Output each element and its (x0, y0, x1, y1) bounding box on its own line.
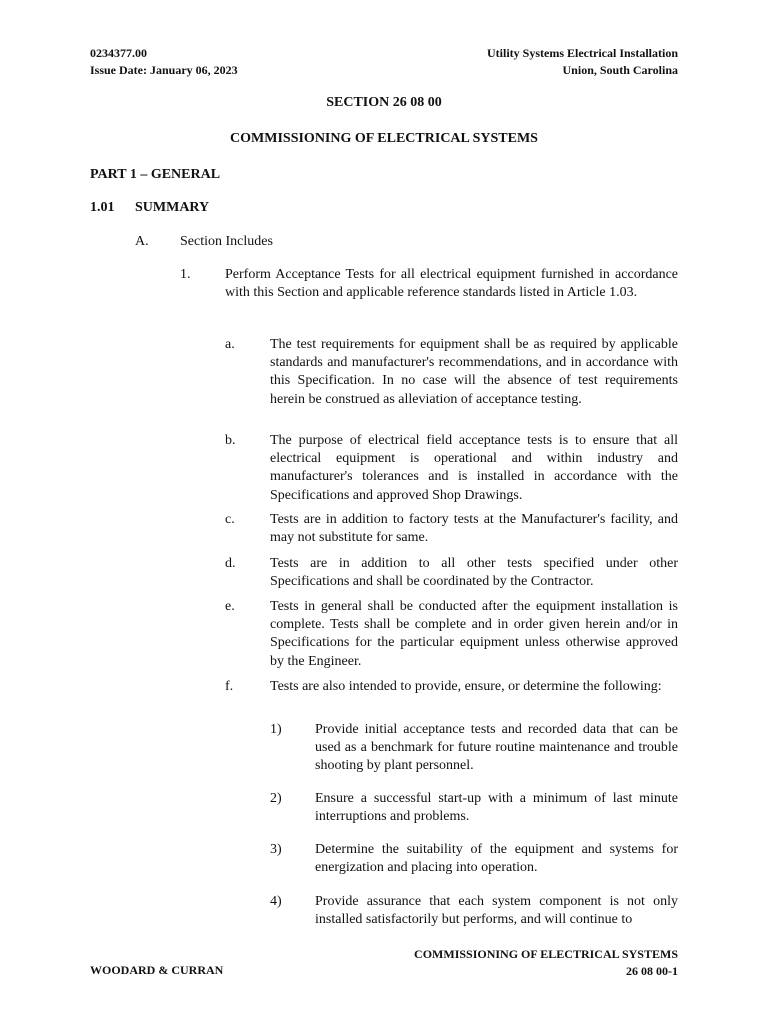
list-item-text: Perform Acceptance Tests for all electrical equipment furnished in accordance with this Section and applicable reference standards listed in Article 1.03. (225, 267, 678, 301)
list-item (225, 511, 678, 547)
paragraph-label: A. (135, 234, 149, 249)
list-item-text: The test requirements for equipment shall be as required by applicable standards and manufacturer's recommendations, and in accordance with this Specification. In no case will the absence of test requirements herein be construed as alleviation of acceptance testing. (270, 337, 678, 407)
project-title: Utility Systems Electrical Installation (487, 46, 678, 60)
list-item-label: a. (225, 337, 235, 352)
list-item (270, 893, 678, 929)
header-right (487, 45, 678, 79)
list-item-label: b. (225, 433, 236, 448)
project-location: Union, South Carolina (562, 63, 678, 77)
list-item (225, 336, 678, 409)
list-item (225, 432, 678, 505)
article-title: SUMMARY (135, 200, 210, 215)
article-heading (90, 200, 209, 216)
list-item-label: d. (225, 556, 236, 571)
section-title: COMMISSIONING OF ELECTRICAL SYSTEMS (230, 131, 538, 146)
list-item (225, 678, 678, 696)
list-item (270, 841, 678, 877)
footer-company: WOODARD & CURRAN (90, 963, 224, 977)
paragraph-text: Section Includes (180, 234, 273, 249)
list-item-label: 3) (270, 842, 282, 857)
list-item-text: Determine the suitability of the equipment and systems for energization and placing into operation. (315, 842, 678, 876)
list-item (225, 598, 678, 671)
list-item-label: f. (225, 679, 234, 694)
footer-section-title: COMMISSIONING OF ELECTRICAL SYSTEMS (414, 947, 678, 961)
paragraph-a (135, 233, 678, 251)
list-item-text: Tests are in addition to factory tests at the Manufacturer's facility, and may not substitute for same. (270, 512, 678, 546)
list-item-text: Tests in general shall be conducted after the equipment installation is complete. Tests shall be complete and in order given herein and/or in Specifications for the particular equipment unless otherwise approved by the Engineer. (270, 599, 678, 669)
section-number: SECTION 26 08 00 (326, 95, 442, 110)
page-number: 26 08 00-1 (626, 964, 678, 978)
header-left (90, 45, 238, 79)
list-item (270, 721, 678, 776)
project-number: 0234377.00 (90, 46, 147, 60)
list-item (270, 790, 678, 826)
list-item-text: The purpose of electrical field acceptance tests is to ensure that all electrical equipment is operational and within industry and manufacturer's tolerances and is installed in accordance with the Specifications and approved Shop Drawings. (270, 433, 678, 503)
list-item-text: Provide initial acceptance tests and recorded data that can be used as a benchmark for future routine maintenance and trouble shooting by plant personnel. (315, 722, 678, 774)
part-heading: PART 1 – GENERAL (90, 167, 221, 182)
list-item-text: Ensure a successful start-up with a minimum of last minute interruptions and problems. (315, 791, 678, 825)
list-item-label: 1) (270, 722, 282, 737)
list-item-text: Tests are in addition to all other tests specified under other Specifications and shall be coordinated by the Contractor. (270, 556, 678, 590)
list-item-label: 2) (270, 791, 282, 806)
article-number: 1.01 (90, 200, 115, 215)
list-item (180, 266, 678, 302)
list-item-label: c. (225, 512, 235, 527)
list-item (225, 555, 678, 591)
list-item-label: 4) (270, 894, 282, 909)
footer-right (414, 946, 678, 980)
list-item-text: Tests are also intended to provide, ensure, or determine the following: (270, 679, 662, 694)
list-item-text: Provide assurance that each system component is not only installed satisfactorily but performs, and will continue to (315, 894, 678, 928)
list-item-label: e. (225, 599, 235, 614)
list-item-label: 1. (180, 267, 191, 282)
issue-date: Issue Date: January 06, 2023 (90, 63, 238, 77)
